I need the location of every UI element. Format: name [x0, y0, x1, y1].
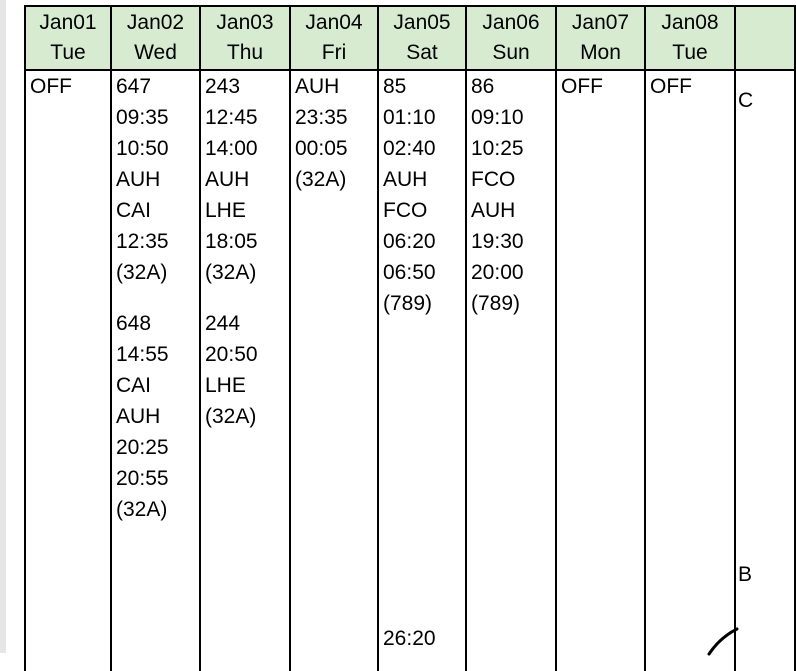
duty-line: FCO — [471, 168, 516, 191]
column-header-4 — [290, 6, 378, 70]
duty-line: 00:05 — [295, 137, 348, 160]
window-edge — [0, 0, 6, 653]
header-day: Fri — [321, 41, 347, 64]
day-cell-partial — [735, 70, 795, 671]
block-gap — [205, 288, 289, 308]
duty-block — [561, 71, 644, 102]
duty-line: 14:55 — [116, 343, 169, 366]
day-cell — [25, 70, 111, 671]
header-day: Tue — [50, 41, 86, 64]
duty-line: 244 — [205, 312, 241, 335]
duty-line: 85 — [383, 75, 407, 98]
day-cell — [290, 70, 378, 671]
header-day: Wed — [134, 41, 177, 64]
duty-line: AUH — [116, 168, 161, 191]
header-day: Sun — [492, 41, 530, 64]
block-gap — [116, 288, 199, 308]
day-cell — [556, 70, 645, 671]
duty-line: 20:25 — [116, 436, 169, 459]
duty-line: (32A) — [205, 405, 257, 428]
duty-line: 20:50 — [205, 343, 258, 366]
duty-line: 23:35 — [295, 106, 348, 129]
duty-block — [205, 308, 289, 432]
duty-line: (789) — [383, 292, 433, 315]
duty-line: (32A) — [116, 498, 168, 521]
duty-line: 20:55 — [116, 467, 169, 490]
column-header-3 — [200, 6, 290, 70]
duty-line: AUH — [295, 75, 340, 98]
duty-line: 648 — [116, 312, 152, 335]
duty-line: 18:05 — [205, 230, 258, 253]
clipped-text: C — [738, 89, 754, 112]
duty-line: 10:25 — [471, 137, 524, 160]
duty-line: 243 — [205, 75, 241, 98]
duty-line: 86 — [471, 75, 495, 98]
duty-content — [467, 71, 555, 671]
duty-line: AUH — [471, 199, 516, 222]
duty-line: 12:45 — [205, 106, 258, 129]
header-date: Jan03 — [216, 11, 274, 34]
header-date: Jan04 — [305, 11, 363, 34]
duty-content — [646, 71, 734, 671]
column-header-2 — [111, 6, 200, 70]
column-header-9-partial — [735, 6, 795, 70]
header-row — [25, 6, 795, 70]
duty-line: 02:40 — [383, 137, 436, 160]
column-header-1 — [25, 6, 111, 70]
duty-line: (32A) — [205, 261, 257, 284]
header-day: Thu — [226, 41, 264, 64]
duty-line: 10:50 — [116, 137, 169, 160]
duty-line: 09:35 — [116, 106, 169, 129]
column-header-5 — [378, 6, 466, 70]
duty-line: 09:10 — [471, 106, 524, 129]
duty-line: 01:10 — [383, 106, 436, 129]
header-date: Jan08 — [661, 11, 719, 34]
duty-line: (789) — [471, 292, 521, 315]
duty-line: 14:00 — [205, 137, 258, 160]
clipped-text: B — [738, 563, 753, 586]
duty-block — [30, 71, 110, 102]
day-cell — [466, 70, 556, 671]
duty-line: (32A) — [116, 261, 168, 284]
header-date: Jan05 — [393, 11, 451, 34]
duty-line: AUH — [205, 168, 250, 191]
duty-line: CAI — [116, 374, 152, 397]
duty-block — [383, 71, 465, 319]
duty-line: LHE — [205, 199, 246, 222]
duty-line: 06:50 — [383, 261, 436, 284]
duty-line: 20:00 — [471, 261, 524, 284]
duty-content — [26, 71, 110, 671]
duty-line: (32A) — [295, 168, 347, 191]
duty-total-time: 26:20 — [383, 627, 436, 650]
header-date: Jan06 — [482, 11, 540, 34]
header-day: Sat — [406, 41, 438, 64]
column-header-6 — [466, 6, 556, 70]
header-date: Jan01 — [39, 11, 97, 34]
header-date: Jan07 — [571, 11, 630, 34]
duty-block — [295, 71, 377, 195]
duty-content — [291, 71, 377, 671]
duty-line: 06:20 — [383, 230, 436, 253]
pen-stroke-mark — [707, 628, 747, 653]
duty-line: OFF — [30, 75, 72, 98]
duty-line: 19:30 — [471, 230, 524, 253]
duty-block — [471, 71, 555, 319]
roster-table — [24, 5, 796, 671]
duty-line: FCO — [383, 199, 428, 222]
duty-content — [379, 71, 465, 671]
duty-block — [116, 308, 199, 525]
header-date: Jan02 — [126, 11, 185, 34]
duty-line: OFF — [650, 75, 692, 98]
duty-line: CAI — [116, 199, 152, 222]
day-cell — [111, 70, 200, 671]
duty-line: 12:35 — [116, 230, 169, 253]
day-cell — [645, 70, 735, 671]
day-cell — [200, 70, 290, 671]
duty-line: LHE — [205, 374, 246, 397]
column-header-7 — [556, 6, 645, 70]
duty-content — [201, 71, 289, 671]
duty-line: AUH — [383, 168, 428, 191]
header-day: Mon — [580, 41, 621, 64]
duty-line: AUH — [116, 405, 161, 428]
header-day: Tue — [672, 41, 708, 64]
duty-row — [25, 70, 795, 671]
duty-line: 647 — [116, 75, 152, 98]
day-cell — [378, 70, 466, 671]
duty-content — [736, 71, 794, 671]
duty-content — [557, 71, 644, 671]
duty-block — [116, 71, 199, 288]
duty-block — [205, 71, 289, 288]
column-header-8 — [645, 6, 735, 70]
duty-block — [650, 71, 734, 102]
duty-content — [112, 71, 199, 671]
duty-line: OFF — [561, 75, 603, 98]
